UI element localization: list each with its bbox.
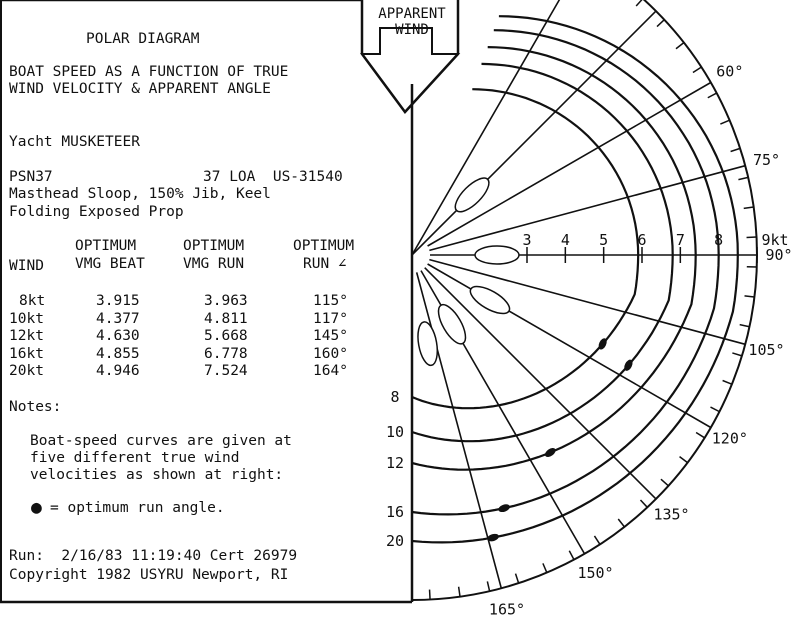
spec-model: PSN37	[9, 169, 53, 185]
header-angle-2: RUN ∠	[303, 256, 347, 272]
boat-icon	[466, 281, 513, 319]
outer-tick	[732, 353, 742, 356]
wind-speed-label: 8	[390, 388, 400, 406]
angle-spoke	[412, 0, 585, 255]
wind-speed-label: 12	[385, 454, 405, 472]
angle-label: 60°	[716, 62, 744, 81]
angle-label: 135°	[653, 505, 690, 524]
header-angle-1: OPTIMUM	[293, 238, 355, 254]
outer-tick	[747, 237, 757, 238]
spec-rig: Masthead Sloop, 150% Jib, Keel	[9, 186, 271, 202]
outer-tick	[618, 519, 624, 527]
wind-speed-label: 16	[385, 503, 405, 521]
angle-label: 90°	[765, 246, 793, 264]
outer-tick	[569, 551, 574, 560]
wind-speed-label: 10	[385, 423, 405, 441]
speed-label: 3	[522, 231, 532, 249]
outer-arc	[412, 0, 757, 600]
subtitle-line-2: WIND VELOCITY & APPARENT ANGLE	[9, 81, 271, 97]
table-row-angle: 117°	[313, 311, 348, 327]
angle-label: 120°	[711, 429, 748, 448]
table-row-run: 7.524	[204, 363, 248, 379]
outer-tick	[745, 296, 755, 297]
angle-label: 75°	[752, 151, 781, 170]
notes-line-3: velocities as shown at right:	[30, 467, 284, 483]
speed-label: 6	[637, 231, 647, 249]
outer-tick	[594, 536, 599, 544]
table-row-wind: 12kt	[9, 328, 44, 344]
table-row-wind: 20kt	[9, 363, 44, 379]
run-timestamp: Run: 2/16/83 11:19:40 Cert 26979	[9, 548, 298, 564]
copyright: Copyright 1982 USYRU Newport, RI	[9, 567, 289, 583]
outer-tick	[708, 93, 717, 98]
speed-label: 4	[560, 231, 570, 249]
boat-icon	[475, 246, 519, 264]
outer-tick	[676, 43, 684, 49]
outer-tick	[731, 148, 741, 151]
outer-tick	[459, 587, 460, 597]
subtitle-line-1: BOAT SPEED AS A FUNCTION OF TRUE	[9, 64, 289, 80]
spec-loa-sail: 37 LOA US-31540	[203, 169, 343, 185]
outer-tick	[693, 67, 701, 72]
header-wind: WIND	[9, 258, 44, 274]
spec-prop: Folding Exposed Prop	[9, 204, 184, 220]
outer-tick	[680, 457, 688, 463]
speed-label: 7	[675, 231, 685, 249]
header-run-2: VMG RUN	[183, 256, 245, 272]
outer-tick	[640, 500, 647, 507]
table-row-run: 5.668	[204, 328, 248, 344]
angle-label: 105°	[748, 340, 785, 359]
angle-spoke	[425, 268, 656, 499]
outer-tick	[696, 433, 704, 438]
header-beat-1: OPTIMUM	[75, 238, 137, 254]
outer-tick	[657, 20, 664, 27]
speed-label: 5	[599, 231, 609, 249]
table-row-beat: 4.855	[96, 346, 140, 362]
angle-label: 150°	[577, 563, 614, 582]
table-row-angle: 164°	[313, 363, 348, 379]
page-title: POLAR DIAGRAM	[86, 31, 200, 47]
table-row-angle: 145°	[313, 328, 348, 344]
outer-tick	[636, 0, 643, 6]
angle-spoke	[428, 264, 711, 428]
table-row-run: 6.778	[204, 346, 248, 362]
notes-marker-text: = optimum run angle.	[50, 500, 225, 516]
table-row-wind: 8kt	[19, 293, 46, 309]
table-row-run: 3.963	[204, 293, 248, 309]
outer-tick	[738, 177, 748, 179]
angle-label: 165°	[488, 600, 526, 618]
notes-line-1: Boat-speed curves are given at	[30, 433, 292, 449]
table-row-beat: 4.377	[96, 311, 140, 327]
table-row-beat: 3.915	[96, 293, 140, 309]
header-beat-2: VMG BEAT	[75, 256, 145, 272]
boat-icon	[450, 173, 494, 217]
table-row-beat: 4.630	[96, 328, 140, 344]
apparent-wind-label: APPARENT	[378, 6, 446, 22]
table-row-beat: 4.946	[96, 363, 140, 379]
table-row-wind: 10kt	[9, 311, 44, 327]
optimum-run-marker	[543, 446, 557, 459]
outer-tick	[543, 563, 547, 572]
outer-tick	[661, 479, 668, 486]
outer-tick	[723, 380, 732, 384]
apparent-wind-arrow-icon	[362, 28, 458, 112]
outer-tick	[710, 407, 719, 412]
optimum-run-marker	[497, 503, 511, 514]
outer-tick	[740, 325, 750, 327]
outer-tick	[516, 574, 519, 584]
table-row-angle: 115°	[313, 293, 348, 309]
speed-max-label: 9kt	[761, 231, 789, 249]
outer-tick	[744, 207, 754, 208]
outer-tick	[720, 120, 729, 124]
notes-line-2: five different true wind	[30, 450, 240, 466]
table-row-angle: 160°	[313, 346, 348, 362]
boat-icon	[415, 320, 440, 366]
angle-spoke	[428, 83, 711, 247]
speed-label: 8	[714, 231, 724, 249]
outer-tick	[430, 590, 431, 600]
angle-spoke	[429, 166, 745, 251]
table-row-wind: 16kt	[9, 346, 44, 362]
outer-tick	[487, 581, 489, 591]
notes-heading: Notes:	[9, 399, 62, 415]
polar-grid	[412, 0, 757, 600]
wind-speed-label: 20	[385, 532, 405, 550]
table-row-run: 4.811	[204, 311, 248, 327]
optimum-marker-icon: ●	[31, 497, 42, 518]
apparent-wind-label: WIND	[395, 22, 429, 38]
header-run-1: OPTIMUM	[183, 238, 245, 254]
yacht-name: Yacht MUSKETEER	[9, 134, 140, 150]
